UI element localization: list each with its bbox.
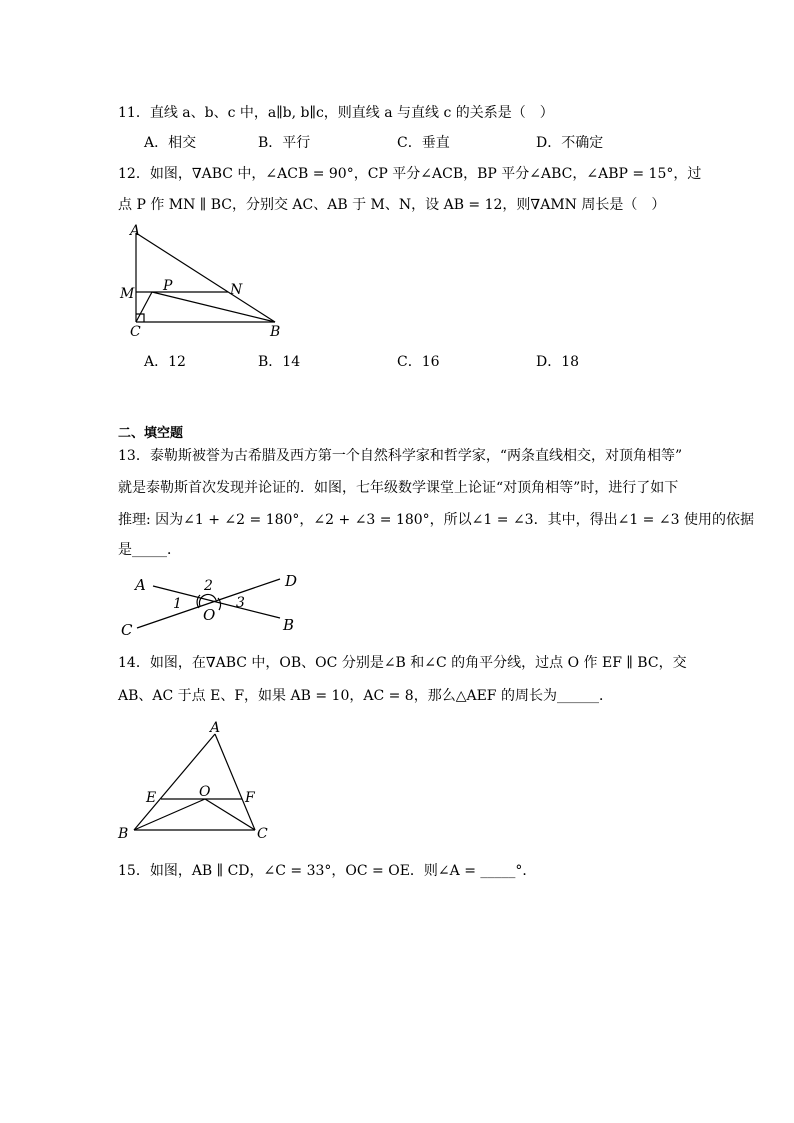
q13-line4: 是_____． bbox=[118, 542, 181, 558]
q12-option-b: B．14 bbox=[258, 354, 301, 370]
q11-option-d: D．不确定 bbox=[536, 135, 604, 151]
label-c: C bbox=[121, 621, 133, 639]
label-m: M bbox=[120, 286, 135, 302]
section-title-fill-blank: 二、填空题 bbox=[118, 426, 184, 441]
q13-line1: 13．泰勒斯被誉为古希腊及西方第一个自然科学家和哲学家，“两条直线相交，对顶角相等” bbox=[118, 448, 683, 464]
angle-label-1: 1 bbox=[173, 596, 182, 612]
q11-option-b: B．平行 bbox=[258, 135, 311, 151]
label-o: O bbox=[203, 606, 216, 624]
label-c: C bbox=[257, 826, 268, 842]
label-a: A bbox=[210, 720, 221, 736]
label-f: F bbox=[245, 790, 255, 806]
q13-line2: 就是泰勒斯首次发现并论证的．如图，七年级数学课堂上论证“对顶角相等”时，进行了如下 bbox=[118, 480, 679, 496]
q13-intersecting-lines-figure bbox=[115, 568, 305, 638]
q13-line3: 推理: 因为∠1 + ∠2 = 180°，∠2 + ∠3 = 180°，所以∠1 = ∠3．其中，得出∠1 = ∠3 使用的依据 bbox=[118, 512, 754, 528]
q15-stem: 15．如图，AB ∥ CD，∠C = 33°，OC = OE．则∠A = _____°． bbox=[118, 863, 537, 879]
q12-triangle-figure bbox=[110, 218, 300, 343]
label-d: D bbox=[285, 572, 298, 590]
label-p: P bbox=[163, 278, 173, 294]
label-b: B bbox=[283, 616, 295, 634]
label-b: B bbox=[118, 826, 129, 842]
segment-ac bbox=[215, 734, 255, 830]
label-b: B bbox=[270, 324, 281, 340]
q11-option-a: A．相交 bbox=[144, 135, 197, 151]
q11-stem: 11．直线 a、b、c 中，a∥b, b∥c，则直线 a 与直线 c 的关系是（ ） bbox=[118, 105, 554, 121]
angle-label-3: 3 bbox=[236, 595, 245, 611]
q12-stem-line1: 12．如图，∇ABC 中，∠ACB = 90°，CP 平分∠ACB，BP 平分∠ABC，∠ABP = 15°，过 bbox=[118, 166, 702, 182]
q11-option-c: C．垂直 bbox=[397, 135, 450, 151]
q12-option-c: C．16 bbox=[397, 354, 440, 370]
q12-stem-line2: 点 P 作 MN ∥ BC，分别交 AC、AB 于 M、N，设 AB = 12，则∇AMN 周长是（ ） bbox=[118, 197, 666, 213]
q12-option-d: D．18 bbox=[536, 354, 580, 370]
label-c: C bbox=[130, 324, 141, 340]
q14-line1: 14．如图，在∇ABC 中，OB、OC 分别是∠B 和∠C 的角平分线，过点 O 作 EF ∥ BC，交 bbox=[118, 655, 687, 671]
q14-line2: AB、AC 于点 E、F，如果 AB = 10，AC = 8，那么△AEF 的周长为______． bbox=[118, 688, 613, 704]
label-o: O bbox=[199, 784, 211, 800]
segment-ab bbox=[136, 233, 275, 322]
q14-triangle-figure bbox=[112, 718, 282, 843]
label-n: N bbox=[230, 282, 243, 298]
angle-label-2: 2 bbox=[204, 578, 213, 594]
q12-option-a: A．12 bbox=[144, 354, 186, 370]
segment-ab bbox=[134, 734, 215, 830]
label-a: A bbox=[135, 576, 146, 594]
segment-bo bbox=[134, 799, 205, 830]
label-e: E bbox=[146, 790, 157, 806]
label-a: A bbox=[130, 223, 141, 239]
segment-bp bbox=[152, 292, 275, 322]
